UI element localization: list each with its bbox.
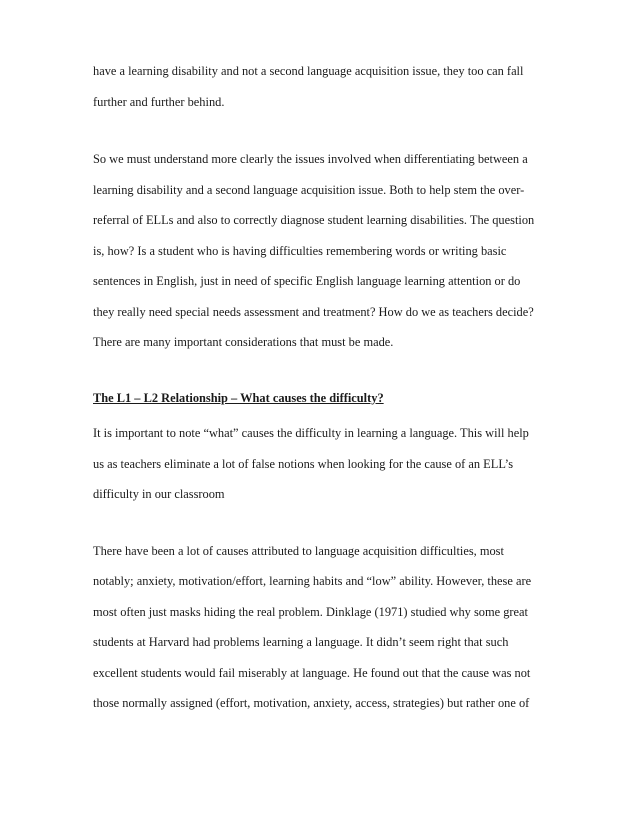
paragraph-2-line-2: learning disability and a second language acquisition issue. Both to help stem the over- (93, 183, 525, 197)
paragraph-3-line-1: It is important to note “what” causes the difficulty in learning a language. This will help (93, 426, 529, 440)
paragraph-2-line-5: sentences in English, just in need of specific English language learning attention or do (93, 274, 521, 288)
section-heading: The L1 – L2 Relationship – What causes the difficulty? (93, 391, 384, 405)
paragraph-1-line-1: have a learning disability and not a second language acquisition issue, they too can fall (93, 64, 524, 78)
paragraph-1-line-2: further and further behind. (93, 95, 225, 109)
paragraph-2-line-7: There are many important considerations that must be made. (93, 335, 394, 349)
paragraph-4-line-4: students at Harvard had problems learning a language. It didn’t seem right that such (93, 635, 509, 649)
paragraph-2-line-6: they really need special needs assessment and treatment? How do we as teachers decide? (93, 305, 534, 319)
paragraph-3-line-3: difficulty in our classroom (93, 487, 225, 501)
paragraph-4-line-6: those normally assigned (effort, motivation, anxiety, access, strategies) but rather one of (93, 696, 530, 710)
paragraph-2-line-1: So we must understand more clearly the issues involved when differentiating between a (93, 152, 528, 166)
paragraph-4-line-1: There have been a lot of causes attributed to language acquisition difficulties, most (93, 544, 504, 558)
paragraph-4-line-3: most often just masks hiding the real problem. Dinklage (1971) studied why some great (93, 605, 528, 619)
paragraph-2-line-3: referral of ELLs and also to correctly diagnose student learning disabilities. The question (93, 213, 535, 227)
paragraph-4-line-5: excellent students would fail miserably at language. He found out that the cause was not (93, 666, 531, 680)
paragraph-4-line-2: notably; anxiety, motivation/effort, learning habits and “low” ability. However, these are (93, 574, 532, 588)
paragraph-2-line-4: is, how? Is a student who is having difficulties remembering words or writing basic (93, 244, 507, 258)
paragraph-3-line-2: us as teachers eliminate a lot of false notions when looking for the cause of an ELL’s (93, 457, 514, 471)
